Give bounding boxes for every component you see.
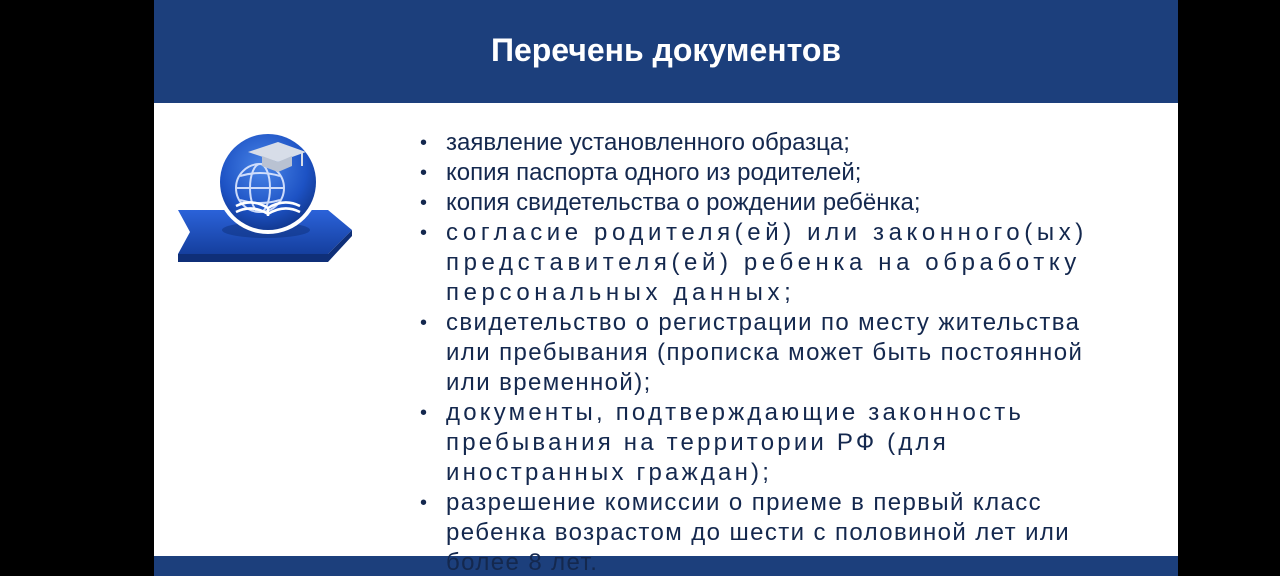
list-item	[420, 398, 1108, 488]
list-item	[420, 218, 1108, 308]
list-item-text: свидетельство о регистрации по месту жительства или пребывания (прописка может быть постоянной или временной);	[446, 309, 1084, 396]
list-item-text: заявление установленного образца;	[446, 129, 850, 156]
list-item	[420, 308, 1108, 398]
bullet-icon: •	[420, 402, 431, 424]
slide-header	[154, 0, 1178, 103]
list-item-text: копия свидетельства о рождении ребёнка;	[446, 189, 921, 216]
list-item-text: копия паспорта одного из родителей;	[446, 159, 862, 186]
list-item	[420, 488, 1108, 576]
education-globe-book-icon	[178, 126, 354, 272]
list-item	[420, 188, 1108, 218]
bullet-icon: •	[420, 492, 429, 514]
list-item-text: согласие родителя(ей) или законного(ых) представителя(ей) ребенка на обработку персональных данных;	[446, 219, 1088, 306]
presentation-slide	[154, 0, 1178, 576]
bullet-icon: •	[420, 162, 428, 184]
list-item	[420, 128, 1108, 158]
bullet-icon: •	[420, 222, 432, 244]
documents-list	[420, 128, 1108, 576]
bullet-icon: •	[420, 132, 428, 154]
list-item	[420, 158, 1108, 188]
bullet-icon: •	[420, 192, 428, 214]
list-item-text: документы, подтверждающие законность пребывания на территории РФ (для иностранных граждан);	[446, 399, 1025, 486]
list-item-text: разрешение комиссии о приеме в первый класс ребенка возрастом до шести с половиной лет или более 8 лет.	[446, 489, 1071, 576]
slide-title: Перечень документов	[490, 32, 842, 68]
bullet-icon: •	[420, 312, 429, 334]
